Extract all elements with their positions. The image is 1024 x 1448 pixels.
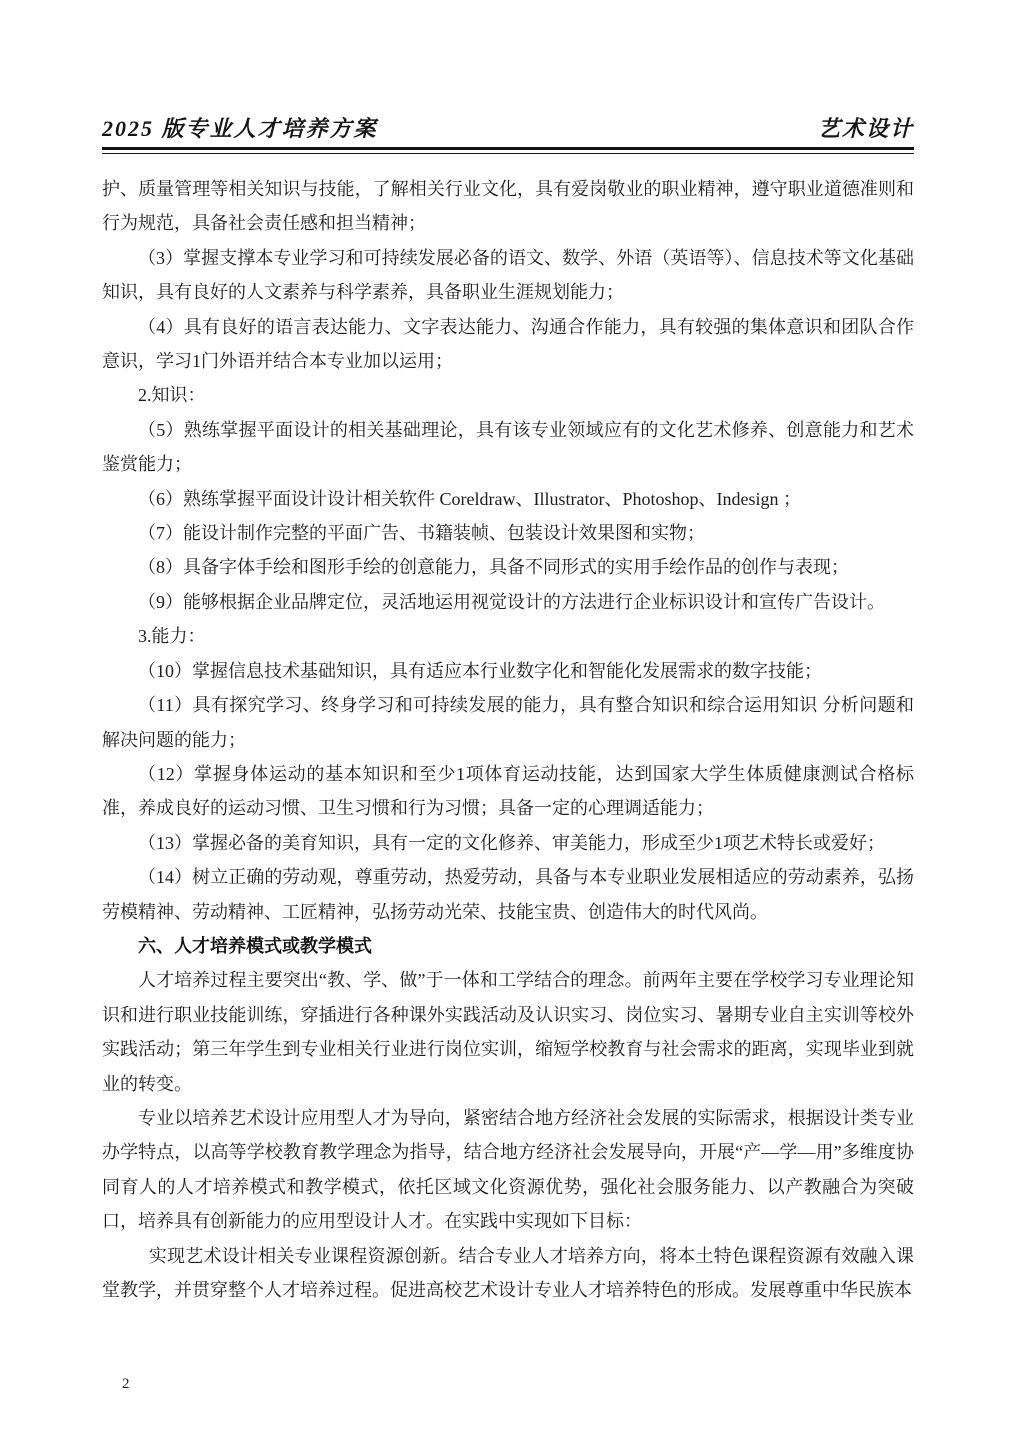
- page-header: [102, 116, 914, 142]
- item-14: （14）树立正确的劳动观，尊重劳动，热爱劳动，具备与本专业职业发展相适应的劳动素养，弘扬劳模精神、劳动精神、工匠精神，弘扬劳动光荣、技能宝贵、创造伟大的时代风尚。: [102, 867, 914, 922]
- item-9: （9）能够根据企业品牌定位，灵活地运用视觉设计的方法进行企业标识设计和宣传广告设计。: [138, 591, 885, 612]
- item-8: （8）具备字体手绘和图形手绘的创意能力，具备不同形式的实用手绘作品的创作与表现；: [138, 557, 849, 578]
- para-curriculum-innovation: 实现艺术设计相关专业课程资源创新。结合专业人才培养方向，将本土特色课程资源有效融入课堂教学，并贯穿整个人才培养过程。促进高校艺术设计专业人才培养特色的形成。发展尊重中华民族本: [102, 1245, 914, 1300]
- document-body: [102, 172, 914, 1307]
- item-13: （13）掌握必备的美育知识，具有一定的文化修养、审美能力，形成至少1项艺术特长或爱好；: [138, 832, 885, 853]
- continued-paragraph: 护、质量管理等相关知识与技能，了解相关行业文化，具有爱岗敬业的职业精神，遵守职业道德准则和行为规范，具备社会责任感和担当精神；: [102, 179, 914, 234]
- item-10: （10）掌握信息技术基础知识，具有适应本行业数字化和智能化发展需求的数字技能；: [138, 660, 822, 681]
- item-12: （12）掌握身体运动的基本知识和至少1项体育运动技能，达到国家大学生体质健康测试合格标准，养成良好的运动习惯、卫生习惯和行为习惯；具备一定的心理调适能力；: [102, 763, 914, 819]
- section-2-knowledge-label: 2.知识：: [138, 385, 206, 406]
- header-right-title: 艺术设计: [817, 116, 914, 141]
- section-3-ability-label: 3.能力：: [138, 626, 206, 647]
- section-6-heading: 六、人才培养模式或教学模式: [138, 935, 372, 956]
- header-divider-rule: [102, 147, 914, 154]
- item-3: （3）掌握支撑本专业学习和可持续发展必备的语文、数学、外语（英语等）、信息技术等文化基础知识，具有良好的人文素养与科学素养，具备职业生涯规划能力；: [102, 247, 914, 303]
- item-4: （4）具有良好的语言表达能力、文字表达能力、沟通合作能力，具有较强的集体意识和团队合作意识，学习1门外语并结合本专业加以运用；: [102, 316, 914, 372]
- para-training-orientation: 专业以培养艺术设计应用型人才为导向，紧密结合地方经济社会发展的实际需求，根据设计类专业办学特点，以高等学校教育教学理念为指导，结合地方经济社会发展导向，开展“产—学—用”多维度协同育人的人才培养模式和教学模式，依托区域文化资源优势，强化社会服务能力、以产教融合为突破口，培养具有创新能力的应用型设计人才。在实践中实现如下目标：: [102, 1107, 914, 1232]
- header-left-title: 2025 版专业人才培养方案: [102, 116, 378, 141]
- para-training-mode: 人才培养过程主要突出“教、学、做”于一体和工学结合的理念。前两年主要在学校学习专业理论知识和进行职业技能训练，穿插进行各种课外实践活动及认识实习、岗位实习、暑期专业自主实训等校外实践活动；第三年学生到专业相关行业进行岗位实训，缩短学校教育与社会需求的距离，实现毕业到就业的转变。: [102, 970, 914, 1094]
- item-5: （5）熟练掌握平面设计的相关基础理论，具有该专业领域应有的文化艺术修养、创意能力和艺术鉴赏能力；: [102, 419, 914, 475]
- page-number: 2: [122, 1376, 130, 1392]
- item-11: （11）具有探究学习、终身学习和可持续发展的能力，具有整合知识和综合运用知识 分析问题和解决问题的能力；: [102, 695, 914, 750]
- item-7: （7）能设计制作完整的平面广告、书籍装帧、包装设计效果图和实物；: [138, 523, 705, 544]
- item-6-software-list: （6）熟练掌握平面设计设计相关软件 Coreldraw、Illustrator、Photoshop、Indesign ；: [138, 488, 801, 509]
